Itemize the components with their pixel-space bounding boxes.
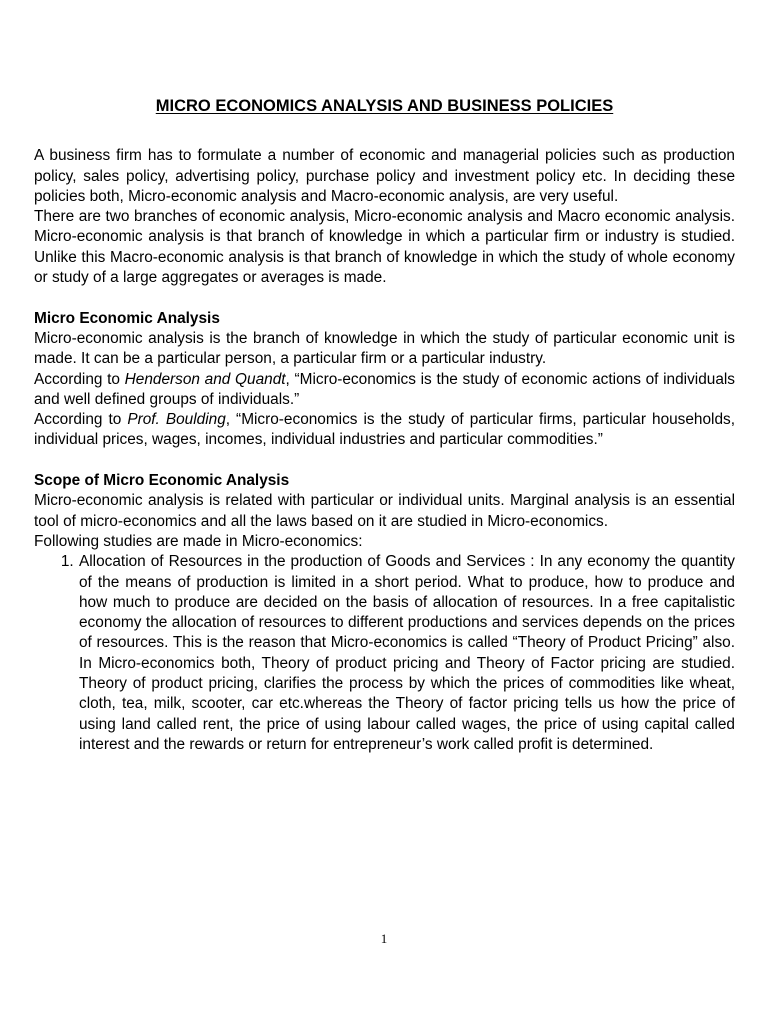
intro-paragraph-2: There are two branches of economic analysis, Micro-economic analysis and Macro economic analysis. Micro-economic analysis is that branch of knowledge in which a particular firm or industry is studied. Unlike this Macro-economic analysis is that branch of knowledge in which the study of whole economy or study of a large aggregates or averages is made.	[34, 208, 735, 287]
document-page	[34, 96, 735, 755]
quote-author: Prof. Boulding	[127, 411, 226, 429]
document-title: MICRO ECONOMICS ANALYSIS AND BUSINESS POLICIES	[155, 97, 614, 115]
paragraph-spacer	[34, 451, 735, 471]
section-heading-micro-economic-analysis: Micro Economic Analysis	[34, 309, 220, 327]
paragraph-spacer	[34, 288, 735, 308]
page-number: 1	[380, 931, 388, 946]
quote-lead: According to	[34, 411, 128, 429]
section1-quote-boulding	[34, 410, 735, 451]
section1-paragraph-1: Micro-economic analysis is the branch of knowledge in which the study of particular economic unit is made. It can be a particular person, a particular firm or a particular industry.	[34, 329, 735, 368]
quote-text: , “Micro-economics is the study of economic actions of individuals and well defined groups of individuals.”	[34, 370, 735, 408]
section2-paragraph-1: Micro-economic analysis is related with particular or individual units. Marginal analysis is an essential tool of micro-economics and all the laws based on it are studied in Micro-economics.	[34, 492, 735, 530]
section-heading-scope: Scope of Micro Economic Analysis	[34, 472, 290, 490]
quote-text: , “Micro-economics is the study of particular firms, particular households, individual prices, wages, incomes, individual industries and particular commodities.”	[34, 411, 736, 449]
list-item: 1. Allocation of Resources in the production of Goods and Services : In any economy the quantity of the means of production is limited in a short period. What to produce, how to produce and how much to produce are decided on the basis of allocation of resources. In a free capitalistic economy the allocation of resources to different productions and services depends on the prices of resources. This is the reason that Micro-economics is called “Theory of Product Pricing” also. In Micro-economics both, Theory of product pricing and Theory of Factor pricing are studied. Theory of product pricing, clarifies the process by which the prices of commodities like wheat, cloth, tea, milk, scooter, car etc.whereas the Theory of factor pricing tells us how the price of using land called rent, the price of using labour called wages, the price of using capital called interest and the rewards or return for entrepreneur’s work called profit is determined.	[78, 552, 735, 755]
quote-author: Henderson and Quandt	[124, 370, 286, 388]
section1-quote-henderson	[34, 370, 735, 411]
section2-paragraph-2: Following studies are made in Micro-economics:	[34, 532, 363, 550]
intro-paragraph-1: A business firm has to formulate a number of economic and managerial policies such as production policy, sales policy, advertising policy, purchase policy and investment policy etc. In deciding these policies both, Micro-economic analysis and Macro-economic analysis, are very useful.	[34, 147, 735, 205]
scope-list	[34, 552, 735, 755]
quote-lead: According to	[34, 370, 125, 388]
